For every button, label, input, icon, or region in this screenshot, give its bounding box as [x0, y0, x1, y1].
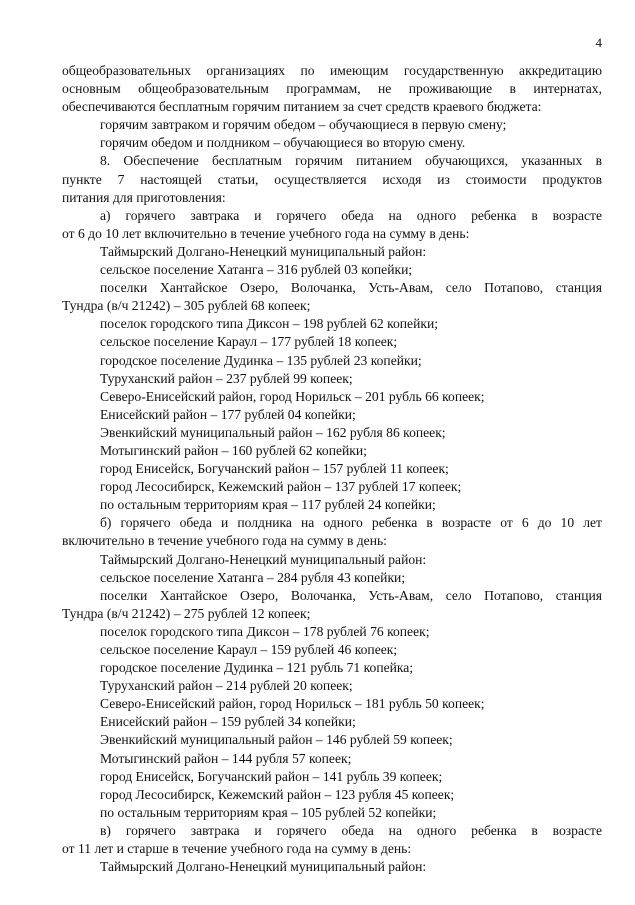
text-line: Таймырский Долгано-Ненецкий муниципальный район:: [100, 243, 427, 259]
text-line: по остальным территориям края – 117 рублей 24 копейки;: [100, 497, 436, 513]
text-line: сельское поселение Караул – 159 рублей 46 копеек;: [100, 642, 398, 657]
text-line: Мотыгинский район – 160 рублей 62 копейки;: [100, 442, 367, 458]
text-line: поселок городского типа Диксон – 178 рублей 76 копеек;: [100, 623, 430, 639]
text-line: горячим обедом и полдником – обучающиеся во вторую смену.: [100, 135, 466, 151]
text-line: от 11 лет и старше в течение учебного года на сумму в день:: [62, 841, 412, 857]
text-line: Таймырский Долгано-Ненецкий муниципальный район:: [100, 859, 427, 875]
text-line: б) горячего обеда и полдника на одного ребенка в возрасте от 6 до 10 лет: [100, 515, 602, 531]
text-line: основным общеобразовательным программам, не проживающие в интернатах,: [62, 81, 602, 97]
text-line: включительно в течение учебного года на сумму в день:: [62, 533, 387, 549]
text-line: Мотыгинский район – 144 рубля 57 копеек;: [100, 750, 352, 766]
page-number: 4: [595, 35, 602, 50]
text-line: Енисейский район – 177 рублей 04 копейки;: [100, 406, 356, 422]
text-line: а) горячего завтрака и горячего обеда на одного ребенка в возрасте: [100, 207, 602, 223]
text-line: обеспечиваются бесплатным горячим питанием за счет средств краевого бюджета:: [62, 99, 542, 115]
text-line: Северо-Енисейский район, город Норильск – 181 рубль 50 копеек;: [100, 696, 485, 712]
text-line: город Лесосибирск, Кежемский район – 123 рубля 45 копеек;: [100, 786, 455, 802]
text-line: Тундра (в/ч 21242) – 275 рублей 12 копеек;: [62, 605, 311, 621]
text-line: горячим завтраком и горячим обедом – обучающиеся в первую смену;: [100, 117, 507, 133]
text-line: Туруханский район – 214 рублей 20 копеек;: [100, 678, 353, 694]
text-line: городское поселение Дудинка – 121 рубль 71 копейка;: [100, 660, 414, 676]
text-line: Эвенкийский муниципальный район – 162 рубля 86 копеек;: [100, 424, 446, 440]
text-line: сельское поселение Караул – 177 рублей 18 копеек;: [100, 334, 398, 350]
text-line: Туруханский район – 237 рублей 99 копеек;: [100, 370, 353, 386]
text-line: сельское поселение Хатанга – 284 рубля 43 копейки;: [100, 569, 406, 585]
text-line: город Енисейск, Богучанский район – 141 рубль 39 копеек;: [100, 768, 443, 784]
text-line: городское поселение Дудинка – 135 рублей 23 копейки;: [100, 352, 422, 368]
text-line: 8. Обеспечение бесплатным горячим питанием обучающихся, указанных в: [100, 153, 602, 169]
document-body: [62, 62, 602, 876]
text-line: пункте 7 настоящей статьи, осуществляется исходя из стоимости продуктов: [62, 171, 602, 187]
text-line: поселки Хантайское Озеро, Волочанка, Усть-Авам, село Потапово, станция: [100, 280, 602, 296]
text-line: сельское поселение Хатанга – 316 рублей 03 копейки;: [100, 262, 413, 278]
text-line: питания для приготовления:: [62, 189, 226, 205]
text-line: поселки Хантайское Озеро, Волочанка, Усть-Авам, село Потапово, станция: [100, 587, 602, 603]
text-line: по остальным территориям края – 105 рублей 52 копейки;: [100, 804, 437, 820]
text-line: Эвенкийский муниципальный район – 146 рублей 59 копеек;: [100, 732, 453, 748]
text-line: город Лесосибирск, Кежемский район – 137 рублей 17 копеек;: [100, 479, 462, 495]
text-line: в) горячего завтрака и горячего обеда на одного ребенка в возрасте: [100, 822, 602, 838]
text-line: Енисейский район – 159 рублей 34 копейки;: [100, 714, 356, 730]
text-line: Северо-Енисейский район, город Норильск – 201 рубль 66 копеек;: [100, 388, 485, 404]
text-line: общеобразовательных организациях по имеющим государственную аккредитацию: [62, 63, 602, 78]
text-line: город Енисейск, Богучанский район – 157 рублей 11 копеек;: [100, 461, 449, 477]
text-line: Тундра (в/ч 21242) – 305 рублей 68 копеек;: [62, 298, 311, 314]
text-line: поселок городского типа Диксон – 198 рублей 62 копейки;: [100, 316, 439, 332]
text-line: от 6 до 10 лет включительно в течение учебного года на сумму в день:: [62, 225, 470, 241]
text-line: Таймырский Долгано-Ненецкий муниципальный район:: [100, 551, 427, 567]
